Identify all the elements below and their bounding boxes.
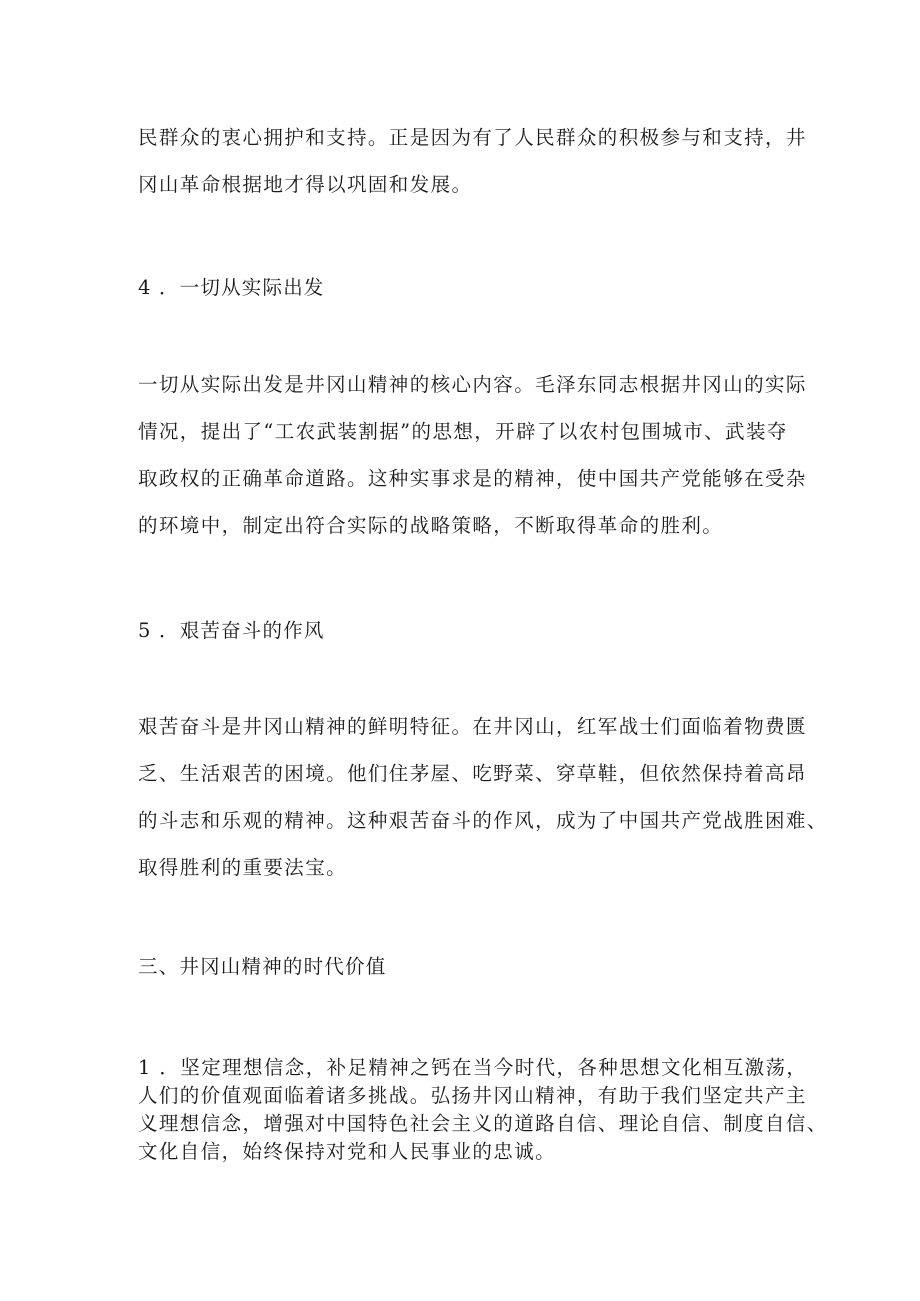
text-line: 的斗志和乐观的精神。这种艰苦奋斗的作风，成为了中国共产党战胜困难、 bbox=[138, 809, 828, 832]
text-line: 取政权的正确革命道路。这种实事求是的精神，使中国共产党能够在受杂 bbox=[138, 467, 807, 490]
paragraph-mass-support bbox=[138, 114, 807, 208]
heading-seek-truth bbox=[138, 264, 798, 311]
text-line: 文化自信，始终保持对党和人民事业的忠诚。 bbox=[138, 1140, 557, 1163]
text-line: 义理想信念，增强对中国特色社会主义的道路自信、理论自信、制度自信、 bbox=[138, 1112, 828, 1135]
paragraph-ideals bbox=[138, 1054, 828, 1166]
text-line: 民群众的衷心拥护和支持。正是因为有了人民群众的积极参与和支持，井 bbox=[138, 126, 807, 149]
heading-era-value bbox=[138, 943, 798, 990]
text-line: 1 ．坚定理想信念，补足精神之钙在当今时代，各种思想文化相互激荡， bbox=[138, 1056, 808, 1079]
section-heading: 4 ．一切从实际出发 bbox=[138, 276, 325, 299]
text-line: 取得胜利的重要法宝。 bbox=[138, 856, 348, 879]
text-line: 人们的价值观面临着诸多挑战。弘扬井冈山精神，有助于我们坚定共产主 bbox=[138, 1084, 807, 1107]
text-line: 的环境中，制定出符合实际的战略策略，不断取得革命的胜利。 bbox=[138, 514, 724, 537]
chapter-heading: 三、井冈山精神的时代价值 bbox=[138, 955, 387, 978]
paragraph-hard-struggle bbox=[138, 703, 828, 891]
section-heading: 5 ．艰苦奋斗的作风 bbox=[138, 619, 325, 642]
text-line: 冈山革命根据地才得以巩固和发展。 bbox=[138, 173, 473, 196]
text-line: 艰苦奋斗是井冈山精神的鲜明特征。在井冈山，红军战士们面临着物费匮 bbox=[138, 715, 807, 738]
paragraph-seek-truth bbox=[138, 361, 807, 549]
text-line: 一切从实际出发是井冈山精神的核心内容。毛泽东同志根据井冈山的实际 bbox=[138, 373, 807, 396]
text-line: 情况，提出了“工农武装割据”的思想，开辟了以农村包围城市、武装夺 bbox=[138, 420, 788, 443]
text-line: 乏、生活艰苦的困境。他们住茅屋、吃野菜、穿草鞋，但依然保持着高昂 bbox=[138, 762, 807, 785]
heading-hard-struggle bbox=[138, 607, 798, 654]
